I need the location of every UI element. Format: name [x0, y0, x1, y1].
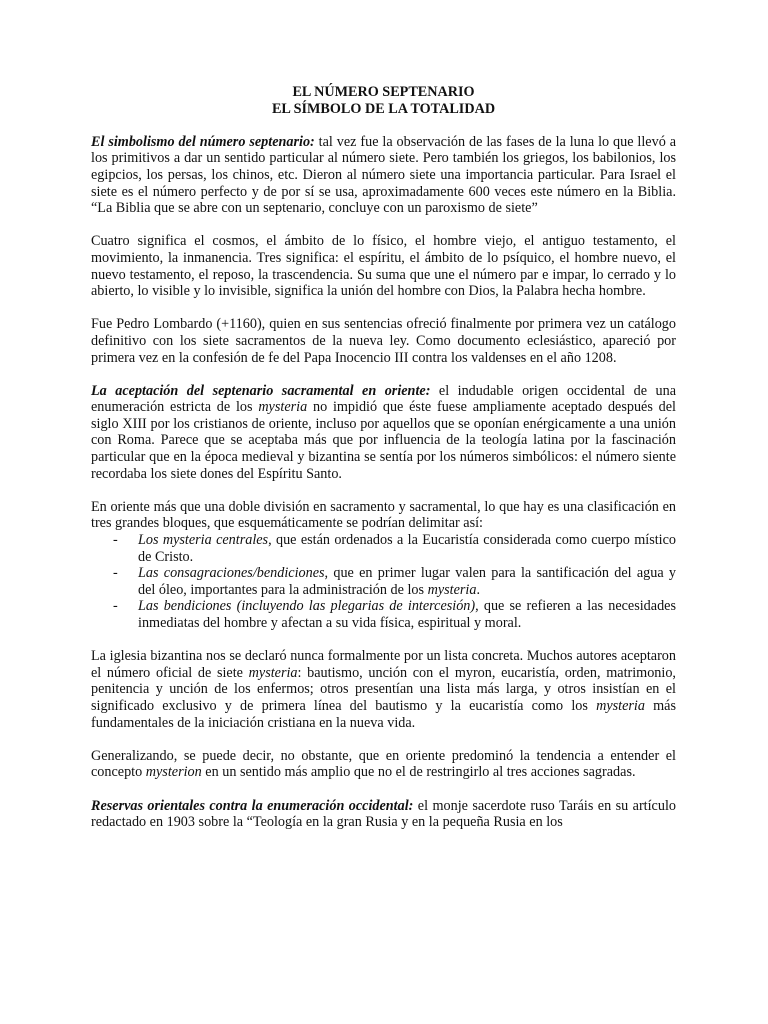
italic-term: mysterion: [145, 764, 202, 781]
italic-term: Las consagraciones/bendiciones: [138, 565, 325, 582]
paragraph-simbolismo: [91, 134, 676, 217]
list-item-text: , que están ordenados a la Eucaristía considerada como cuerpo místico de Cristo.: [138, 532, 676, 565]
paragraph-text: en un sentido más amplio que no el de restringirlo al tres acciones sagradas.: [201, 764, 636, 781]
list-item-text: , que en primer lugar valen para la santificación del agua y del óleo, importantes para la administración de los: [138, 565, 676, 598]
list-dash: -: [113, 565, 118, 582]
italic-term: Las bendiciones (incluyendo las plegarias de intercesión): [138, 598, 476, 615]
document-title: EL NÚMERO SEPTENARIO: [292, 84, 475, 100]
paragraph-cuatro-tres: Cuatro significa el cosmos, el ámbito de lo físico, el hombre viejo, el antiguo testamento, el movimiento, la inmanencia. Tres significa: el espíritu, el ámbito de lo psíquico, el hombre nuevo, el nuevo testamento, el reposo, la trascendencia. Su suma que une el número par e impar, lo cerrado y lo abierto, lo visible y lo invisible, significa la unión del hombre con Dios, la Palabra hecha hombre.: [91, 233, 676, 300]
paragraph-iglesia-bizantina: [91, 648, 676, 731]
italic-term: mysteria: [427, 581, 477, 598]
paragraph-heading: Reservas orientales contra la enumeración occidental:: [91, 797, 414, 814]
paragraph-heading: El simbolismo del número septenario:: [91, 133, 315, 150]
paragraph-heading: La aceptación del septenario sacramental en oriente:: [91, 382, 431, 399]
document-page: [91, 84, 676, 831]
list-item-text: .: [476, 581, 480, 598]
paragraph-text: no impidió que éste fuese ampliamente aceptado después del siglo XIII por los cristianos de oriente, incluso por aquellos que se oponían enérgicamente a una unión con Roma. Parece que se aceptaba más que por influencia de la teología latina por la fascinación particular que en la época medieval y bizantina se sentía por los números simbólicos: el número siente recordaba los siete dones del Espíritu Santo.: [91, 399, 676, 482]
italic-term: mysteria: [258, 399, 308, 416]
paragraph-reservas: [91, 798, 676, 831]
list-item: [91, 532, 676, 565]
paragraph-text: el monje sacerdote ruso Taráis en su artículo redactado en 1903 sobre la “Teología en la gran Rusia y en la pequeña Rusia en los: [91, 797, 676, 831]
paragraph-text: más fundamentales de la iniciación cristiana en la nueva vida.: [91, 697, 676, 731]
paragraph-text: Generalizando, se puede decir, no obstante, que en oriente predominó la tendencia a entender el concepto: [91, 747, 676, 781]
paragraph-text: tal vez fue la observación de las fases de la luna lo que llevó a los primitivos a dar un sentido particular al número siete. Pero también los griegos, los babilonios, los egipcios, los persas, los chinos, etc. Dieron al número siete una importancia particular. Para Israel el siete es el número perfecto y de por sí se usa, aproximadamente 600 veces este número en la Biblia. “La Biblia que se abre con un septenario, concluye con un paroxismo de siete”: [91, 133, 676, 217]
paragraph-text: : bautismo, unción con el myron, eucaristía, orden, matrimonio, penitencia y unción de los enfermos; otros presentían una lista más larga, y otros insistían en el significado exclusivo y de primera línea del bautismo y la eucaristía como los: [91, 664, 676, 714]
classification-list: [91, 532, 676, 632]
paragraph-aceptacion: [91, 383, 676, 483]
list-item: [91, 598, 676, 631]
list-item-text: , que se refieren a las necesidades inmediatas del hombre y afectan a su vida física, espiritual y moral.: [138, 598, 676, 631]
list-dash: -: [113, 598, 118, 615]
italic-term: mysteria: [596, 697, 645, 714]
document-subtitle: EL SÍMBOLO DE LA TOTALIDAD: [271, 100, 496, 117]
paragraph-text: La iglesia bizantina nos se declaró nunca formalmente por un lista concreta. Muchos autores aceptaron el número oficial de siete: [91, 648, 676, 681]
italic-term: Los mysteria centrales: [138, 532, 269, 549]
italic-term: mysteria: [248, 664, 298, 681]
paragraph-oriente: En oriente más que una doble división en sacramento y sacramental, lo que hay es una clasificación en tres grandes bloques, que esquemáticamente se podrían delimitar así:: [91, 498, 676, 532]
paragraph-pedro-lombardo: Fue Pedro Lombardo (+1160), quien en sus sentencias ofreció finalmente por primera vez un catálogo definitivo con los siete sacramentos de la nueva ley. Como documento eclesiástico, apareció por primera vez en la confesión de fe del Papa Inocencio III contra los valdenses en el año 1208.: [91, 316, 676, 366]
paragraph-text: el indudable origen occidental de una enumeración estricta de los: [91, 382, 676, 416]
paragraph-generalizando: [91, 748, 676, 781]
list-dash: -: [113, 532, 118, 549]
list-item: [91, 565, 676, 598]
